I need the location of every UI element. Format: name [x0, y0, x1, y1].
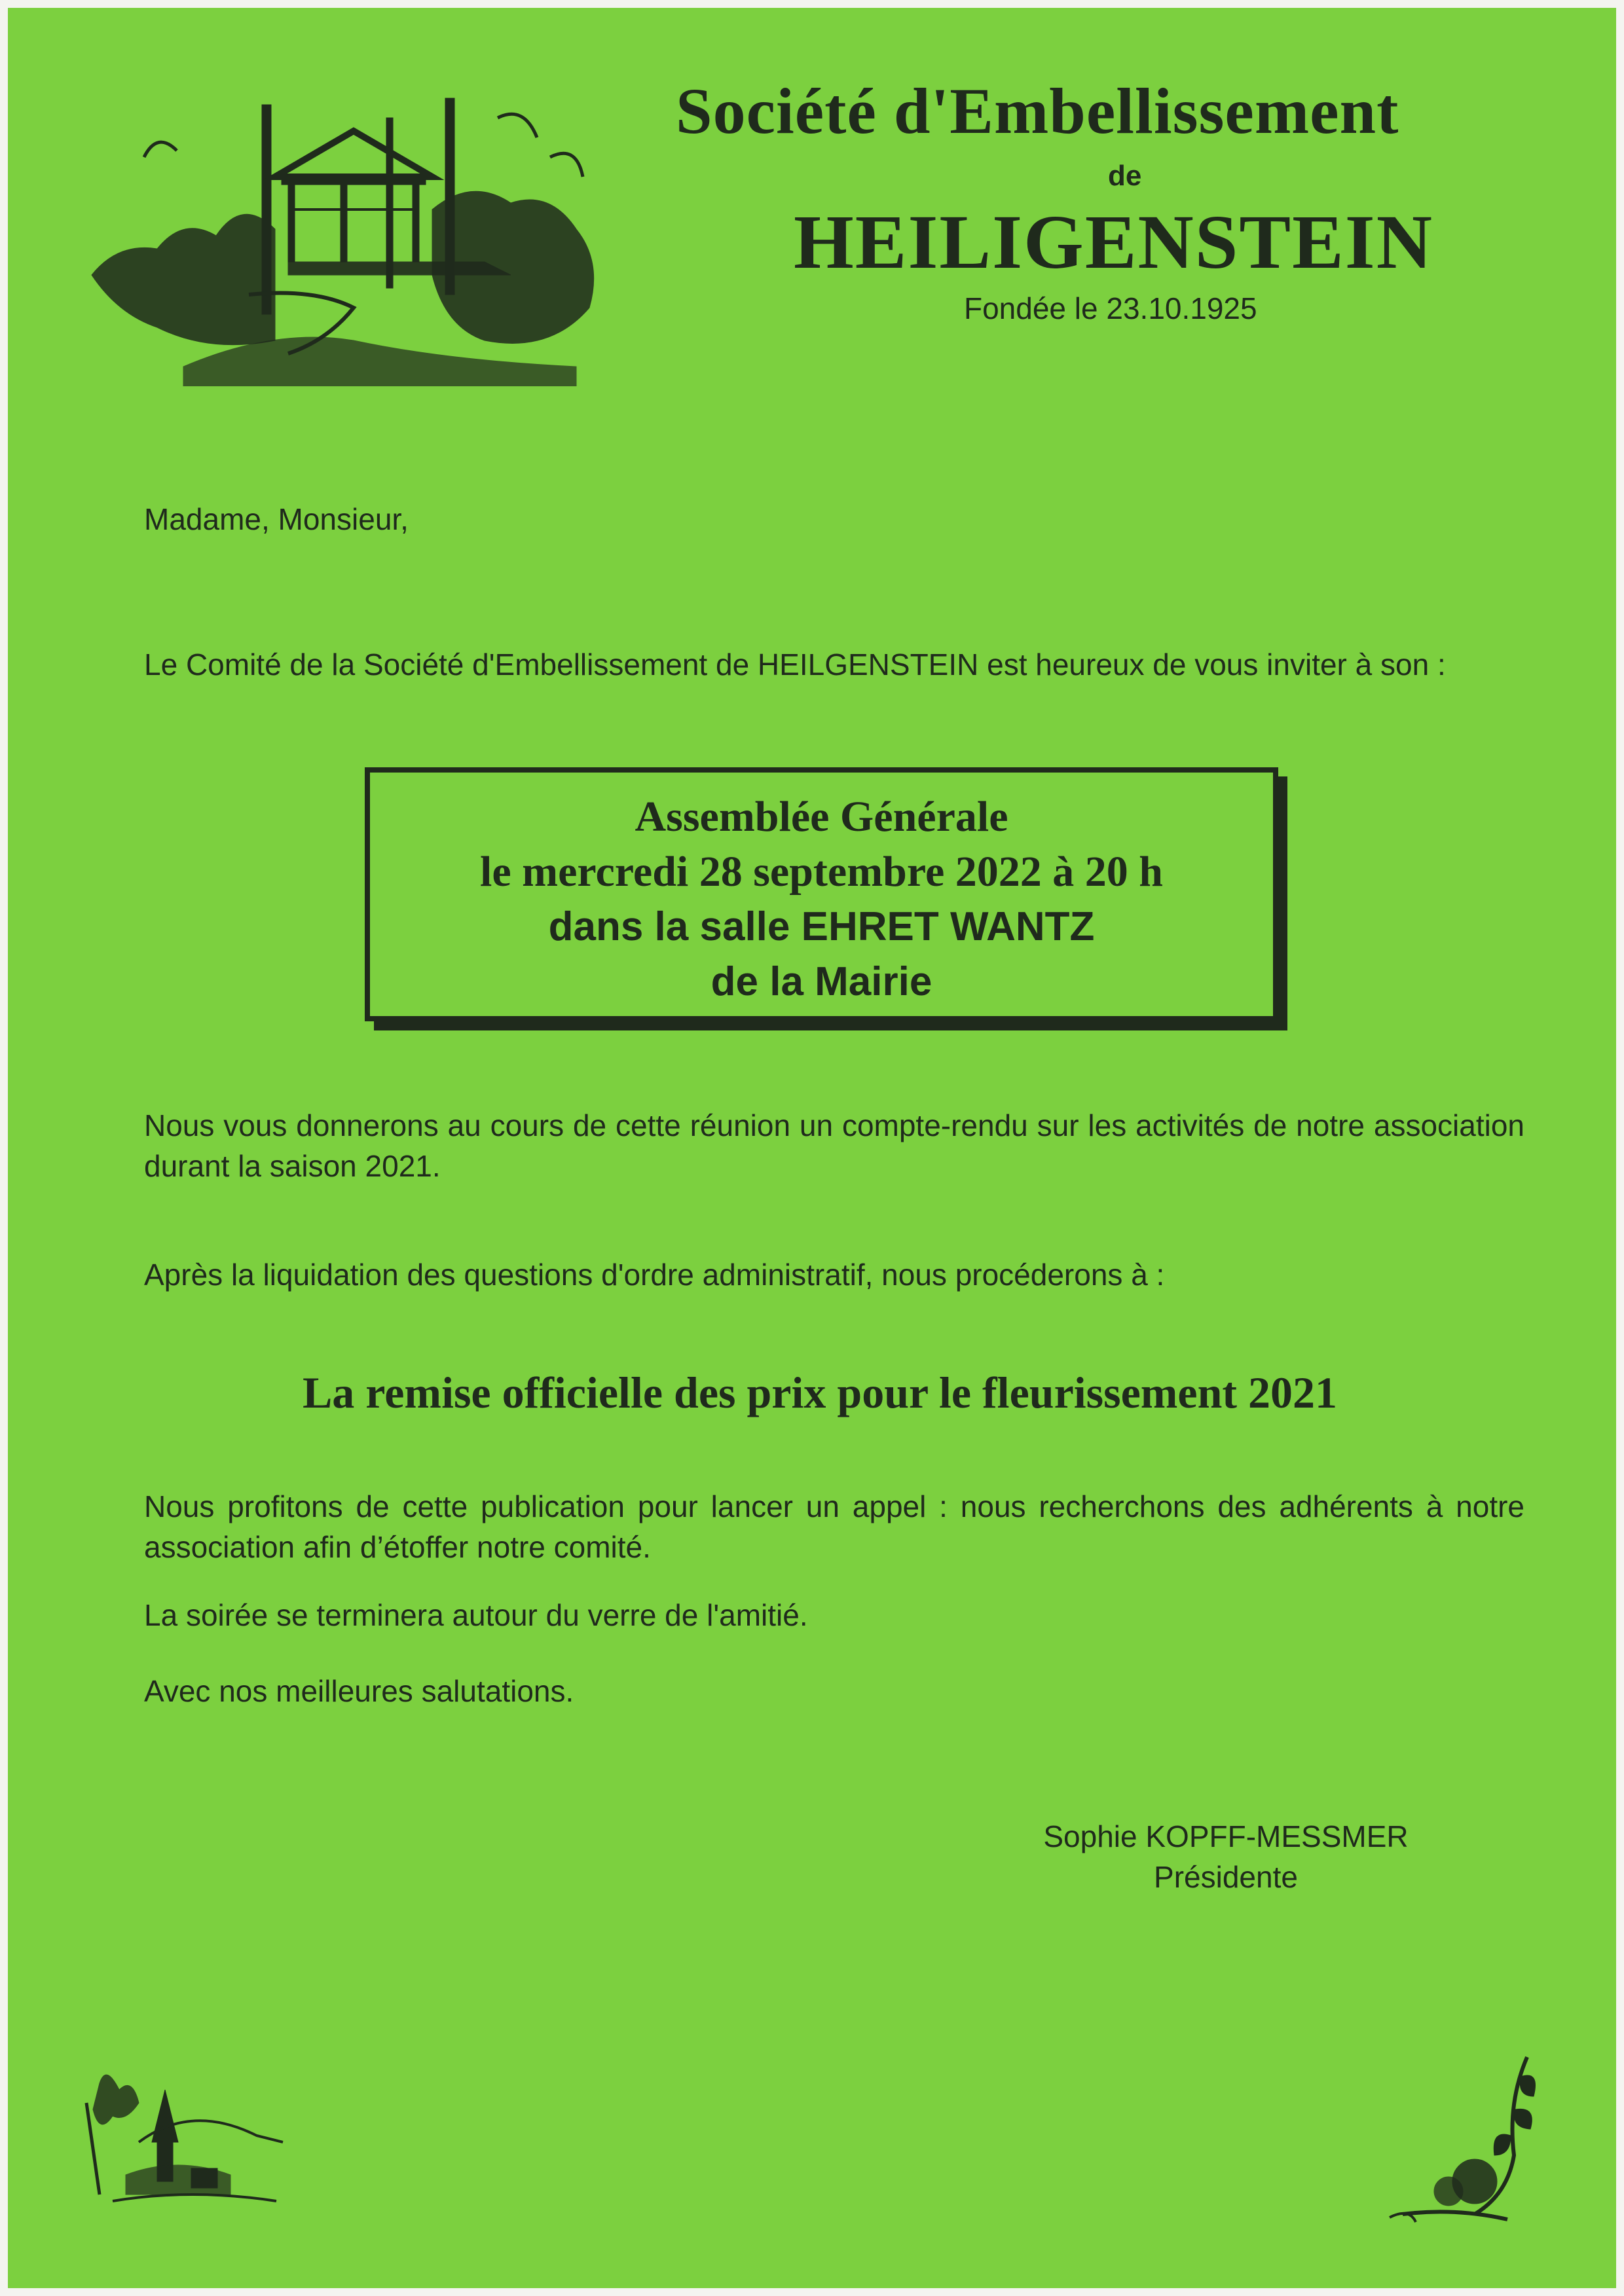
event-title: Assemblée Générale	[635, 793, 1008, 841]
signatory-role: Présidente	[1154, 1860, 1298, 1894]
event-date: le mercredi 28 septembre 2022 à 20 h	[480, 848, 1163, 896]
signature-block	[977, 1816, 1475, 1897]
appeal-paragraph: Nous profitons de cette publication pour lancer un appel : nous recherchons des adhérents à notre association afin d’étoffer notre comité.	[144, 1489, 1524, 1564]
closing-salutation: Avec nos meilleures salutations.	[144, 1674, 574, 1708]
signatory-name: Sophie KOPFF-MESSMER	[1043, 1819, 1409, 1853]
event-room: dans la salle EHRET WANTZ	[548, 904, 1095, 949]
soiree-paragraph: La soirée se terminera autour du verre de l'amitié.	[144, 1598, 808, 1632]
intro-paragraph: Le Comité de la Société d'Embellissement de HEILGENSTEIN est heureux de vous inviter à son :	[144, 647, 1446, 682]
event-box	[365, 767, 1278, 1021]
report-paragraph: Nous vous donnerons au cours de cette réunion un compte-rendu sur les activités de notre association durant la saison 2021.	[144, 1108, 1524, 1183]
society-title: Société d'Embellissement	[676, 75, 1399, 147]
founded-date: Fondée le 23.10.1925	[964, 291, 1257, 325]
event-place: de la Mairie	[710, 959, 932, 1004]
greeting: Madame, Monsieur,	[144, 502, 409, 536]
prize-heading: La remise officielle des prix pour le fleurissement 2021	[302, 1368, 1338, 1417]
gazebo-forest-illustration	[79, 79, 616, 386]
flower-branch-illustration	[1376, 2050, 1566, 2227]
village-title: HEILIGENSTEIN	[794, 199, 1433, 285]
agenda-paragraph: Après la liquidation des questions d'ordre administratif, nous procéderons à :	[144, 1258, 1165, 1292]
green-letter-sheet	[8, 8, 1616, 2288]
village-church-illustration	[60, 2064, 309, 2214]
title-connector: de	[1108, 160, 1142, 192]
